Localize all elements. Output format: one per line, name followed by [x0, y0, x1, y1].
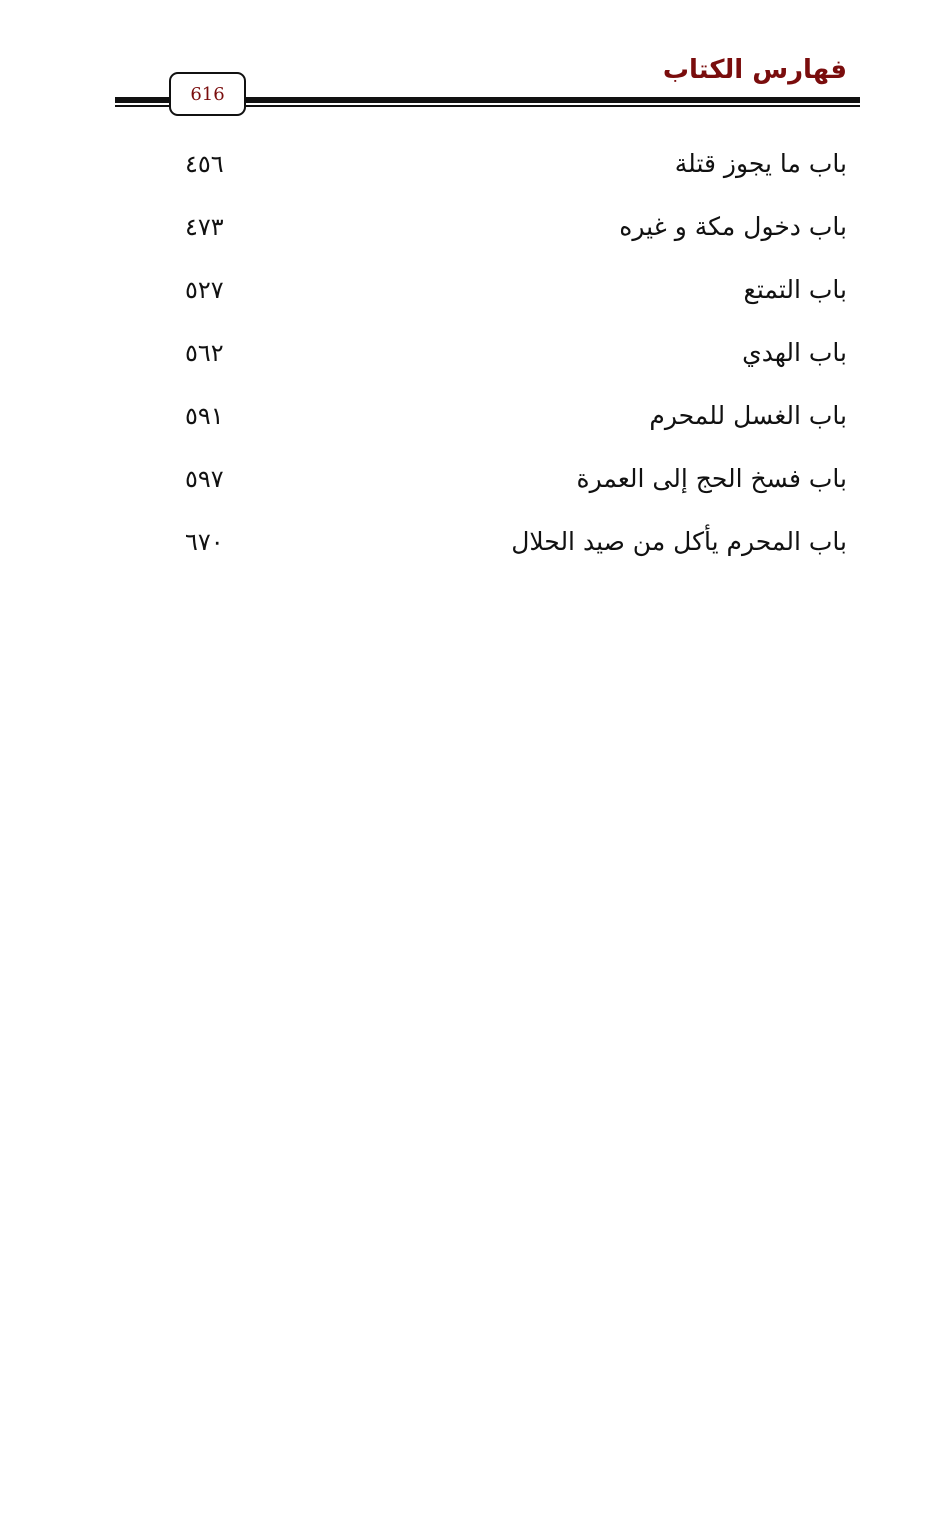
toc-entry-title: باب فسخ الحج إلى العمرة: [576, 464, 847, 493]
toc-row: [185, 132, 847, 195]
toc-row: [185, 195, 847, 258]
toc-entry-title: باب ما يجوز قتلة: [674, 149, 847, 178]
table-of-contents: [185, 132, 847, 573]
toc-row: [185, 510, 847, 573]
page-number-box: [169, 72, 246, 116]
toc-page-number: ٦٧٠: [185, 527, 224, 556]
toc-page-number: ٤٥٦: [185, 149, 224, 178]
toc-page-number: ٥٦٢: [185, 338, 224, 367]
toc-entry-title: باب المحرم يأكل من صيد الحلال: [511, 527, 847, 556]
toc-row: [185, 321, 847, 384]
toc-row: [185, 447, 847, 510]
toc-row: [185, 258, 847, 321]
toc-page-number: ٤٧٣: [185, 212, 224, 241]
toc-page-number: ٥٩٧: [185, 464, 224, 493]
page-number: 616: [190, 83, 225, 105]
toc-page-number: ٥٢٧: [185, 275, 224, 304]
toc-row: [185, 384, 847, 447]
toc-entry-title: باب دخول مكة و غيره: [619, 212, 847, 241]
toc-entry-title: باب التمتع: [743, 275, 847, 304]
toc-page-number: ٥٩١: [185, 401, 224, 430]
header-title: فهارس الكتاب: [662, 55, 847, 85]
toc-entry-title: باب الغسل للمحرم: [649, 401, 847, 430]
toc-entry-title: باب الهدي: [742, 338, 847, 367]
